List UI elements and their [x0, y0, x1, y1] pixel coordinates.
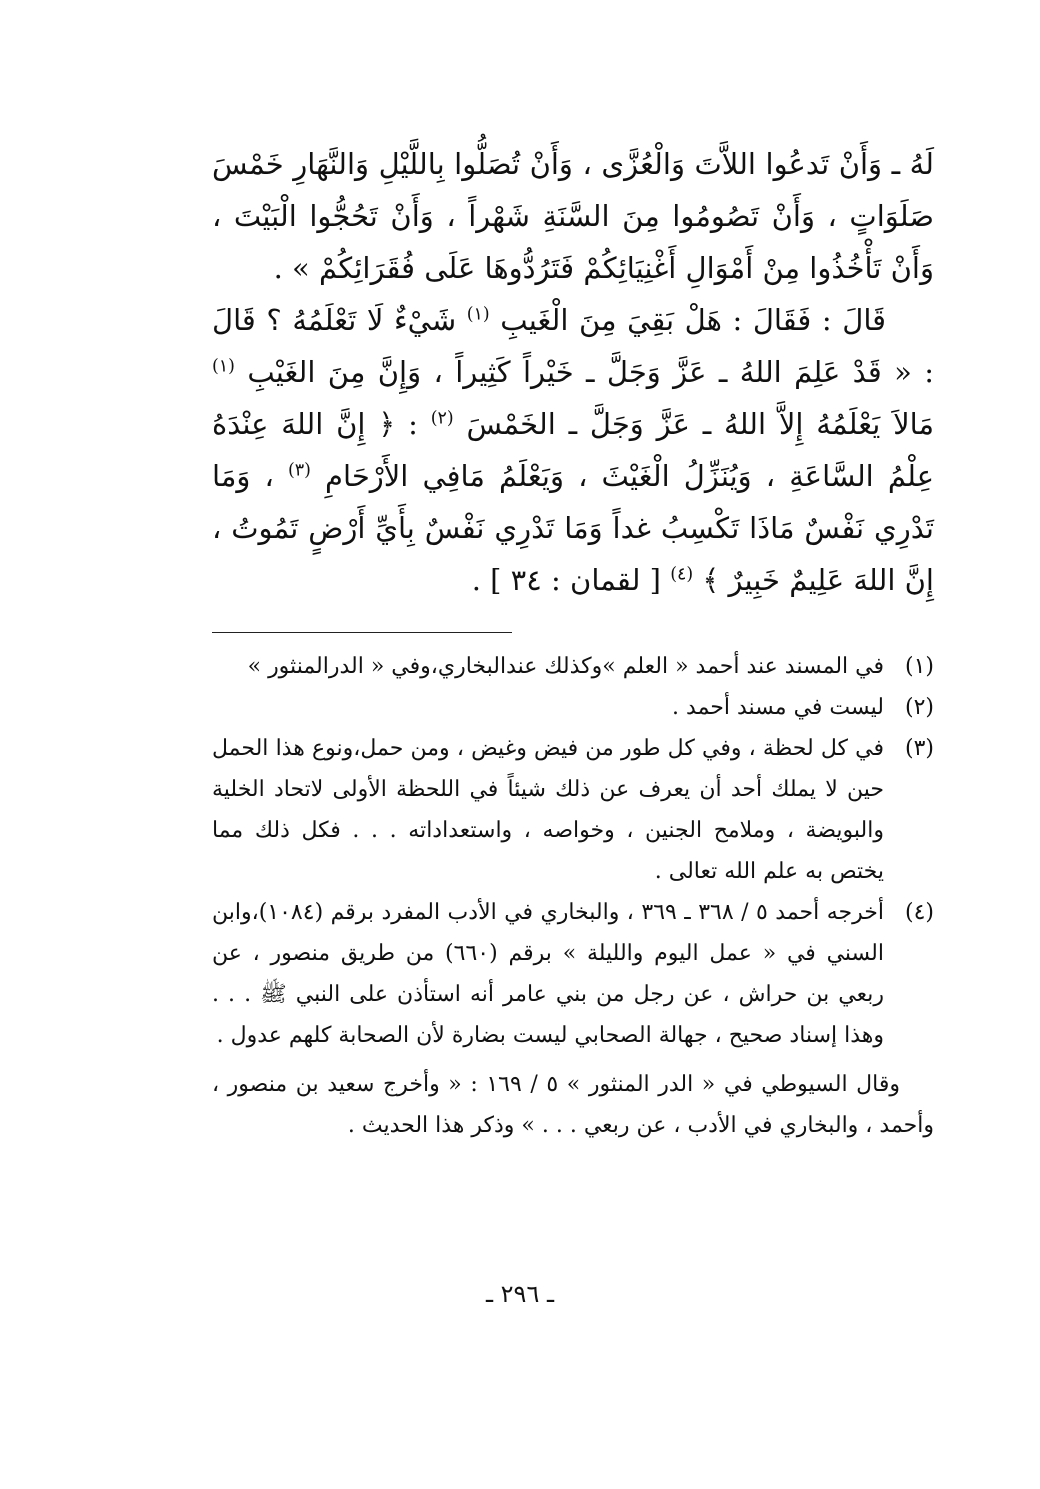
footnote-3	[212, 728, 934, 892]
footnote-ref-4: (٤)	[670, 564, 694, 585]
footnote-ref-2: (٢)	[430, 408, 454, 429]
p2-part-f: [ لقمان : ٣٤ ] .	[471, 563, 661, 597]
main-text	[212, 138, 934, 606]
p2-part-d: : ﴿ إِنَّ اللهَ عِنْدَهُ عِلْمُ السَّاعَةِ ، وَيُنَزِّلُ الْغَيْثَ ، وَيَعْلَمُ مَافِي الأَرْحَامِ	[212, 407, 935, 493]
footnote-number: (٢)	[904, 695, 934, 720]
p2-part-e: ، وَمَا تَدْرِي نَفْسٌ مَاذَا تَكْسِبُ غداً وَمَا تَدْرِي نَفْسٌ بِأَيِّ أَرْضٍ تَمُوتُ ، إِنَّ اللهَ عَلِيمٌ خَبِيرٌ ﴾	[212, 459, 934, 597]
footnote-continuation: وقال السيوطي في « الدر المنثور » ٥ / ١٦٩ : « وأخرج سعيد بن منصور ، وأحمد ، والبخاري في الأدب ، عن ربعي . . . » وذكر هذا الحديث .	[212, 1072, 934, 1138]
footnote-text: ليست في مسند أحمد .	[672, 695, 884, 720]
p2-part-b: شَيْءٌ لَا تَعْلَمُهُ ؟ قَالَ : « قَدْ عَلِمَ اللهُ ـ عَزَّ وَجَلَّ ـ خَيْراً كَثِيراً ، وَإِنَّ مِنَ الغَيْبِ	[212, 303, 934, 389]
footnotes	[212, 646, 934, 1146]
p2-part-c: مَالاَ يَعْلَمُهُ إِلاَّ اللهُ ـ عَزَّ وَجَلَّ ـ الخَمْسَ	[466, 407, 934, 441]
paragraph-2	[212, 294, 934, 606]
footnote-separator	[212, 632, 512, 633]
paragraph-1: لَهُ ـ وَأَنْ تَدعُوا اللاَّتَ وَالْعُزَّى ، وَأَنْ تُصَلُّوا بِاللَّيْلِ وَالنَّهَارِ خَمْسَ صَلَوَاتٍ ، وَأَنْ تَصُومُوا مِنَ السَّنَةِ شَهْراً ، وَأَنْ تَحُجُّوا الْبَيْتَ ، وَأَنْ تَأْخُذُوا مِنْ أَمْوَالِ أَغْنِيَائِكُمْ فَتَرُدُّوهَا عَلَى فُقَرَائِكُمْ » .	[212, 147, 934, 285]
footnote-number: (٣)	[904, 736, 934, 761]
footnote-text: في المسند عند أحمد « العلم »وكذلك عندالبخاري،وفي « الدرالمنثور »	[247, 654, 884, 679]
footnote-number: (١)	[904, 654, 934, 679]
footnote-1	[212, 646, 934, 687]
footnote-ref-3: (٣)	[287, 460, 311, 481]
footnote-number: (٤)	[904, 900, 934, 925]
footnote-ref-1b: (١)	[212, 356, 235, 377]
page-number: ـ ٢٩٦ ـ	[485, 1280, 554, 1308]
footnote-text: أخرجه أحمد ٥ / ٣٦٨ ـ ٣٦٩ ، والبخاري في الأدب المفرد برقم (١٠٨٤)،وابن السني في « عمل اليوم والليلة » برقم (٦٦٠) من طريق منصور ، عن ربعي بن حراش ، عن رجل من بني عامر أنه استأذن على النبي ﷺ . . . وهذا إسناد صحيح ، جهالة الصحابي ليست بضارة لأن الصحابة كلهم عدول .	[212, 900, 885, 1048]
footnote-ref-1: (١)	[466, 304, 490, 325]
p2-part-a: قَالَ : فَقَالَ : هَلْ بَقِيَ مِنَ الْغَيبِ	[500, 303, 887, 337]
footnote-text: في كل لحظة ، وفي كل طور من فيض وغيض ، ومن حمل،ونوع هذا الحمل حين لا يملك أحد أن يعرف عن ذلك شيئاً في اللحظة الأولى لاتحاد الخلية والبويضة ، وملامح الجنين ، وخواصه ، واستعداداته . . . فكل ذلك مما يختص به علم الله تعالى .	[212, 736, 884, 884]
footnote-2	[212, 687, 934, 728]
footnote-4	[212, 892, 934, 1056]
